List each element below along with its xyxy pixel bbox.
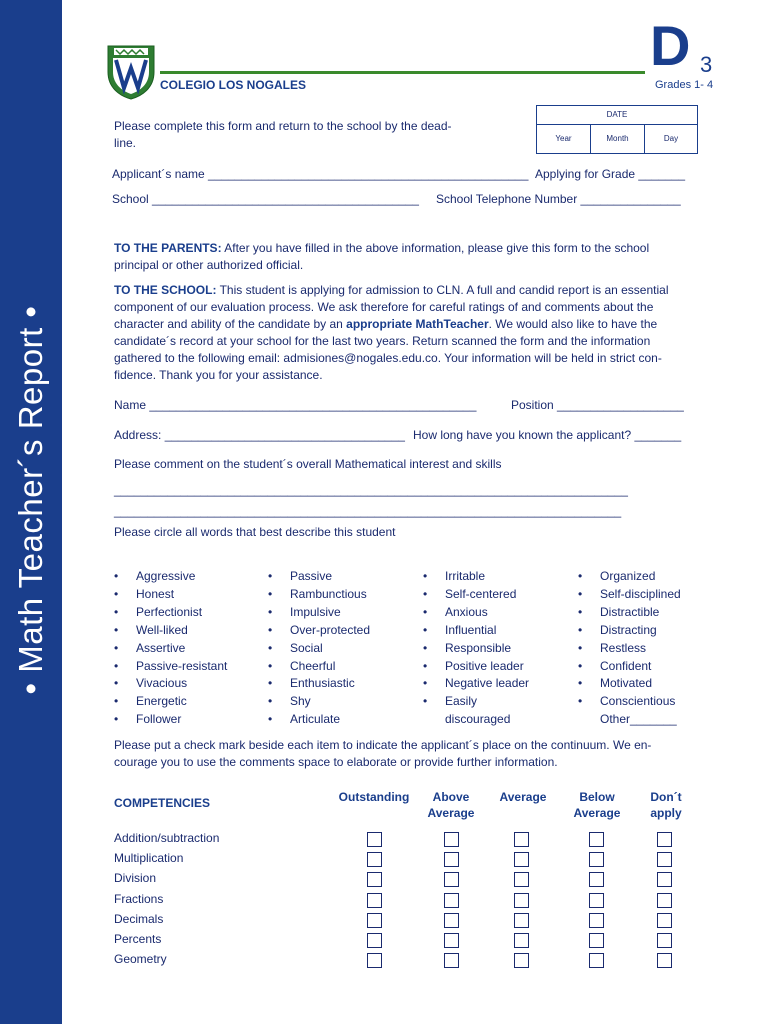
word-item[interactable]: • Honest xyxy=(114,586,227,604)
check-prompt-line-2: courage you to use the comments space to elaborate or provide further information. xyxy=(114,755,558,769)
rating-checkbox[interactable] xyxy=(367,913,382,928)
word-item[interactable]: • Confident xyxy=(578,658,681,676)
word-item[interactable]: • Assertive xyxy=(114,640,227,658)
school-note-line-2: component of our evaluation process. We ask therefore for careful ratings of and comments about the xyxy=(114,300,654,314)
date-box xyxy=(536,105,698,154)
header-below-average: Below Average xyxy=(573,790,621,820)
word-item[interactable]: • Impulsive xyxy=(268,604,370,622)
check-prompt-line-1: Please put a check mark beside each item to indicate the applicant´s place on the continuum. We en- xyxy=(114,738,652,752)
school-phone-field[interactable]: School Telephone Number _______________ xyxy=(436,192,681,206)
word-item[interactable]: • Responsible xyxy=(423,640,529,658)
rating-checkbox[interactable] xyxy=(589,913,604,928)
school-note-label: TO THE SCHOOL: xyxy=(114,283,217,297)
rating-checkbox[interactable] xyxy=(657,872,672,887)
school-note-text-3a: character and ability of the candidate by an xyxy=(114,317,347,331)
teacher-address-field[interactable]: Address: ____________________________________ xyxy=(114,428,405,442)
word-item[interactable]: • Easily xyxy=(423,693,529,711)
rating-checkbox[interactable] xyxy=(657,953,672,968)
applying-grade-field[interactable]: Applying for Grade _______ xyxy=(535,167,686,181)
rating-checkbox[interactable] xyxy=(514,893,529,908)
grade-range: Grades 1- 4 xyxy=(655,79,714,91)
competency-label: Geometry xyxy=(114,952,167,967)
word-item[interactable]: • Shy xyxy=(268,693,370,711)
word-item[interactable]: • Self-disciplined xyxy=(578,586,681,604)
rating-checkbox[interactable] xyxy=(367,893,382,908)
rating-checkbox[interactable] xyxy=(367,852,382,867)
word-item[interactable]: • Follower xyxy=(114,711,227,729)
parents-note-line-1 xyxy=(114,240,649,257)
competency-label: Division xyxy=(114,871,157,886)
word-item[interactable]: • Perfectionist xyxy=(114,604,227,622)
word-item[interactable]: • Self-centered xyxy=(423,586,529,604)
header-above-average: Above Average xyxy=(427,790,475,820)
header-average: Average xyxy=(499,790,547,804)
comment-line-1[interactable]: _____________________________________________________________________________ xyxy=(114,483,628,497)
school-note-text-3c: . We would also like to have the xyxy=(488,317,658,331)
school-note-line-4: candidate´s record at your school for the last two years. Return scanned the form and the information xyxy=(114,334,651,348)
word-list-1 xyxy=(114,568,227,729)
rating-checkbox[interactable] xyxy=(514,933,529,948)
form-number: 3 xyxy=(700,52,713,77)
comment-line-2[interactable]: ____________________________________________________________________________ xyxy=(114,504,622,518)
word-item[interactable]: • Irritable xyxy=(423,568,529,586)
comment-prompt: Please comment on the student´s overall Mathematical interest and skills xyxy=(114,457,502,471)
parents-text: After you have filled in the above information, please give this form to the school xyxy=(221,241,650,255)
rating-checkbox[interactable] xyxy=(367,872,382,887)
word-item[interactable]: • Passive xyxy=(268,568,370,586)
date-header: DATE xyxy=(537,106,697,125)
rating-checkbox[interactable] xyxy=(657,852,672,867)
word-item[interactable]: • Well-liked xyxy=(114,622,227,640)
rating-checkbox[interactable] xyxy=(514,953,529,968)
rating-checkbox[interactable] xyxy=(589,953,604,968)
rating-checkbox[interactable] xyxy=(657,832,672,847)
word-item[interactable]: • Conscientious xyxy=(578,693,681,711)
school-field[interactable]: School ________________________________________ xyxy=(112,192,419,206)
rating-checkbox[interactable] xyxy=(514,832,529,847)
word-list-4 xyxy=(578,568,681,729)
word-item[interactable]: • Passive-resistant xyxy=(114,658,227,676)
competency-label: Multiplication xyxy=(114,851,184,866)
word-item[interactable]: • Social xyxy=(268,640,370,658)
rating-checkbox[interactable] xyxy=(589,893,604,908)
rating-checkbox[interactable] xyxy=(444,893,459,908)
rating-checkbox[interactable] xyxy=(367,832,382,847)
competency-label: Fractions xyxy=(114,891,164,906)
date-month-field[interactable]: Month xyxy=(591,125,645,153)
header-divider xyxy=(160,71,645,74)
rating-checkbox[interactable] xyxy=(514,872,529,887)
word-item[interactable]: • Distractible xyxy=(578,604,681,622)
rating-checkbox[interactable] xyxy=(514,852,529,867)
word-item[interactable]: • Organized xyxy=(578,568,681,586)
parents-label: TO THE PARENTS: xyxy=(114,241,222,255)
rating-checkbox[interactable] xyxy=(444,872,459,887)
rating-checkbox[interactable] xyxy=(589,852,604,867)
competency-label: Percents xyxy=(114,932,162,946)
rating-checkbox[interactable] xyxy=(589,872,604,887)
header-outstanding: Outstanding xyxy=(338,790,410,804)
word-item[interactable]: discouraged xyxy=(445,712,511,727)
word-item[interactable]: • Restless xyxy=(578,640,681,658)
word-item[interactable]: • Distracting xyxy=(578,622,681,640)
rating-checkbox[interactable] xyxy=(367,953,382,968)
rating-checkbox[interactable] xyxy=(367,933,382,948)
school-crest-logo xyxy=(106,44,156,100)
rating-checkbox[interactable] xyxy=(444,852,459,867)
rating-checkbox[interactable] xyxy=(589,933,604,948)
parents-note-line-2: principal or other authorized official. xyxy=(114,258,304,272)
school-note-text: This student is applying for admission to CLN. A full and candid report is an essential xyxy=(216,283,669,297)
word-list-2 xyxy=(268,568,370,729)
word-item[interactable]: • Influential xyxy=(423,622,529,640)
word-item[interactable]: • Enthusiastic xyxy=(268,675,370,693)
instructions-line-1: Please complete this form and return to the school by the dead- xyxy=(114,119,452,133)
sidebar-title: • Math Teacher´s Report • xyxy=(12,305,49,695)
word-item[interactable]: • Rambunctious xyxy=(268,586,370,604)
school-note-emphasis: appropriate MathTeacher xyxy=(346,317,489,331)
rating-checkbox[interactable] xyxy=(444,832,459,847)
word-item[interactable]: Other_______ xyxy=(600,712,677,727)
word-item[interactable]: • Over-protected xyxy=(268,622,370,640)
rating-checkbox[interactable] xyxy=(657,893,672,908)
date-year-field[interactable]: Year xyxy=(537,125,591,153)
rating-checkbox[interactable] xyxy=(657,913,672,928)
rating-checkbox[interactable] xyxy=(444,913,459,928)
competency-label: Addition/subtraction xyxy=(114,831,220,845)
known-duration-field[interactable]: How long have you known the applicant? _______ xyxy=(413,428,682,442)
teacher-position-field[interactable]: Position ___________________ xyxy=(511,398,684,412)
teacher-name-field[interactable]: Name _________________________________________________ xyxy=(114,398,477,412)
competency-label: Decimals xyxy=(114,911,164,926)
school-note-line-1 xyxy=(114,282,668,299)
competencies-title: COMPETENCIES xyxy=(114,796,211,810)
word-item[interactable]: • Positive leader xyxy=(423,658,529,676)
word-item[interactable]: • Energetic xyxy=(114,693,227,711)
word-list-3 xyxy=(423,568,529,729)
school-name: COLEGIO LOS NOGALES xyxy=(160,78,307,92)
school-note-line-5: gathered to the following email: admisiones@nogales.edu.co. Your information will be held in strict con- xyxy=(114,351,662,365)
word-item[interactable]: • Articulate xyxy=(268,711,370,729)
word-item[interactable]: • Vivacious xyxy=(114,675,227,693)
rating-checkbox[interactable] xyxy=(514,913,529,928)
form-letter: D xyxy=(650,14,691,77)
sidebar xyxy=(0,0,62,1024)
applicant-name-field[interactable]: Applicant´s name ________________________________________________ xyxy=(112,167,529,181)
word-item[interactable]: • Anxious xyxy=(423,604,529,622)
word-item[interactable]: • Negative leader xyxy=(423,675,529,693)
header-dont-apply: Don´t apply xyxy=(650,790,682,820)
rating-checkbox[interactable] xyxy=(444,933,459,948)
date-day-field[interactable]: Day xyxy=(663,134,679,143)
circle-prompt: Please circle all words that best describe this student xyxy=(114,525,396,539)
rating-checkbox[interactable] xyxy=(444,953,459,968)
school-note-line-3 xyxy=(114,316,657,333)
rating-checkbox[interactable] xyxy=(657,933,672,948)
rating-checkbox[interactable] xyxy=(589,832,604,847)
instructions-line-2: line. xyxy=(114,136,137,150)
word-item[interactable]: • Cheerful xyxy=(268,658,370,676)
word-item[interactable]: • Motivated xyxy=(578,675,681,693)
school-note-line-6: fidence. Thank you for your assistance. xyxy=(114,368,323,382)
word-item[interactable]: • Aggressive xyxy=(114,568,227,586)
